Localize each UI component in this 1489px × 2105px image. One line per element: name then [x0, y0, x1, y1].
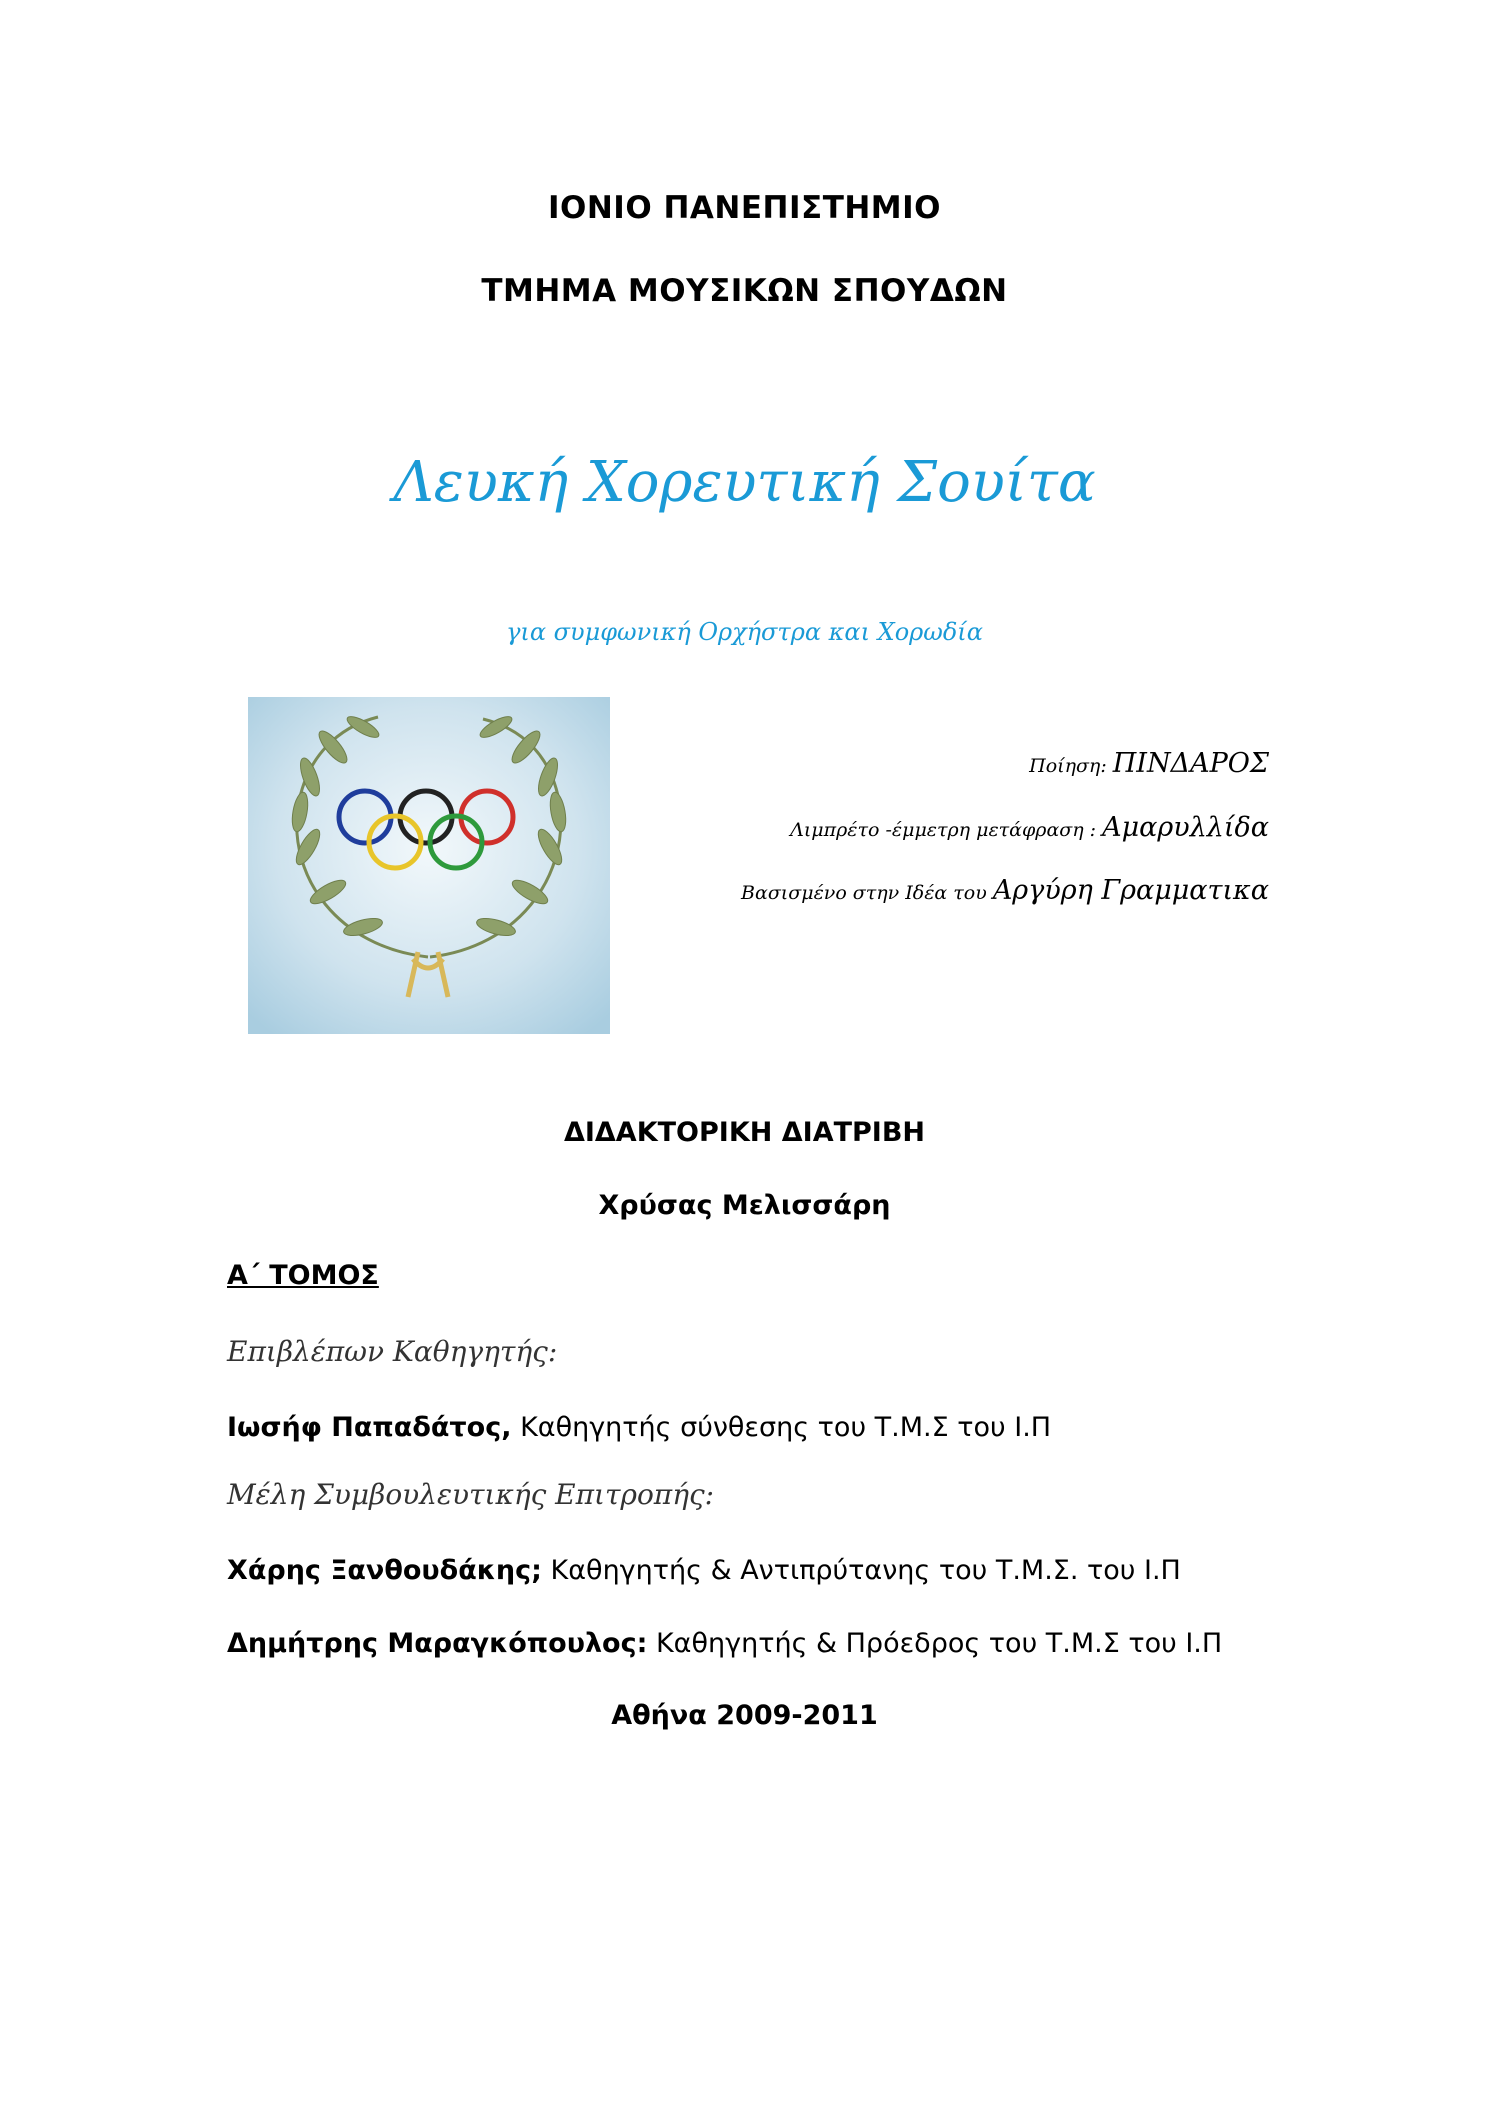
author-name: Χρύσας Μελισσάρη: [598, 1190, 891, 1221]
supervisor-heading: Επιβλέπων Καθηγητής:: [227, 1335, 558, 1368]
committee-member: Χάρης Ξανθουδάκης; Καθηγητής & Αντιπρύτανης του Τ.Μ.Σ. του Ι.Π: [227, 1555, 1181, 1586]
olympic-rings-icon: [248, 697, 610, 1034]
credit-libretto: Λιμπρέτο -έμμετρη μετάφραση : Αμαρυλλίδα: [790, 812, 1269, 843]
committee-member: Δημήτρης Μαραγκόπουλος: Καθηγητής & Πρόεδρος του Τ.Μ.Σ του Ι.Π: [227, 1628, 1223, 1659]
volume-label: Α΄ ΤΟΜΟΣ: [227, 1260, 379, 1291]
department-name: ΤΜΗΜΑ ΜΟΥΣΙΚΩΝ ΣΠΟΥΔΩΝ: [481, 273, 1008, 309]
work-title: Λευκή Χορευτική Σουίτα: [393, 450, 1096, 515]
credit-idea: Βασισμένο στην Ιδέα του Αργύρη Γραμματικα: [741, 875, 1269, 906]
university-name: ΙΟΝΙΟ ΠΑΝΕΠΙΣΤΗΜΙΟ: [547, 190, 942, 226]
committee-heading: Μέλη Συμβουλευτικής Επιτροπής:: [227, 1478, 715, 1511]
place-date: Αθήνα 2009-2011: [611, 1700, 878, 1731]
supervisor-line: Ιωσήφ Παπαδάτος, Καθηγητής σύνθεσης του Τ.Μ.Σ του Ι.Π: [227, 1412, 1052, 1443]
credit-poetry: Ποίηση: ΠΙΝΔΑΡΟΣ: [1029, 748, 1269, 779]
olympic-wreath-emblem: [248, 697, 610, 1034]
thesis-type: ΔΙΔΑΚΤΟΡΙΚΗ ΔΙΑΤΡΙΒΗ: [563, 1117, 926, 1148]
work-subtitle: για συμφωνική Ορχήστρα και Χορωδία: [506, 618, 983, 646]
